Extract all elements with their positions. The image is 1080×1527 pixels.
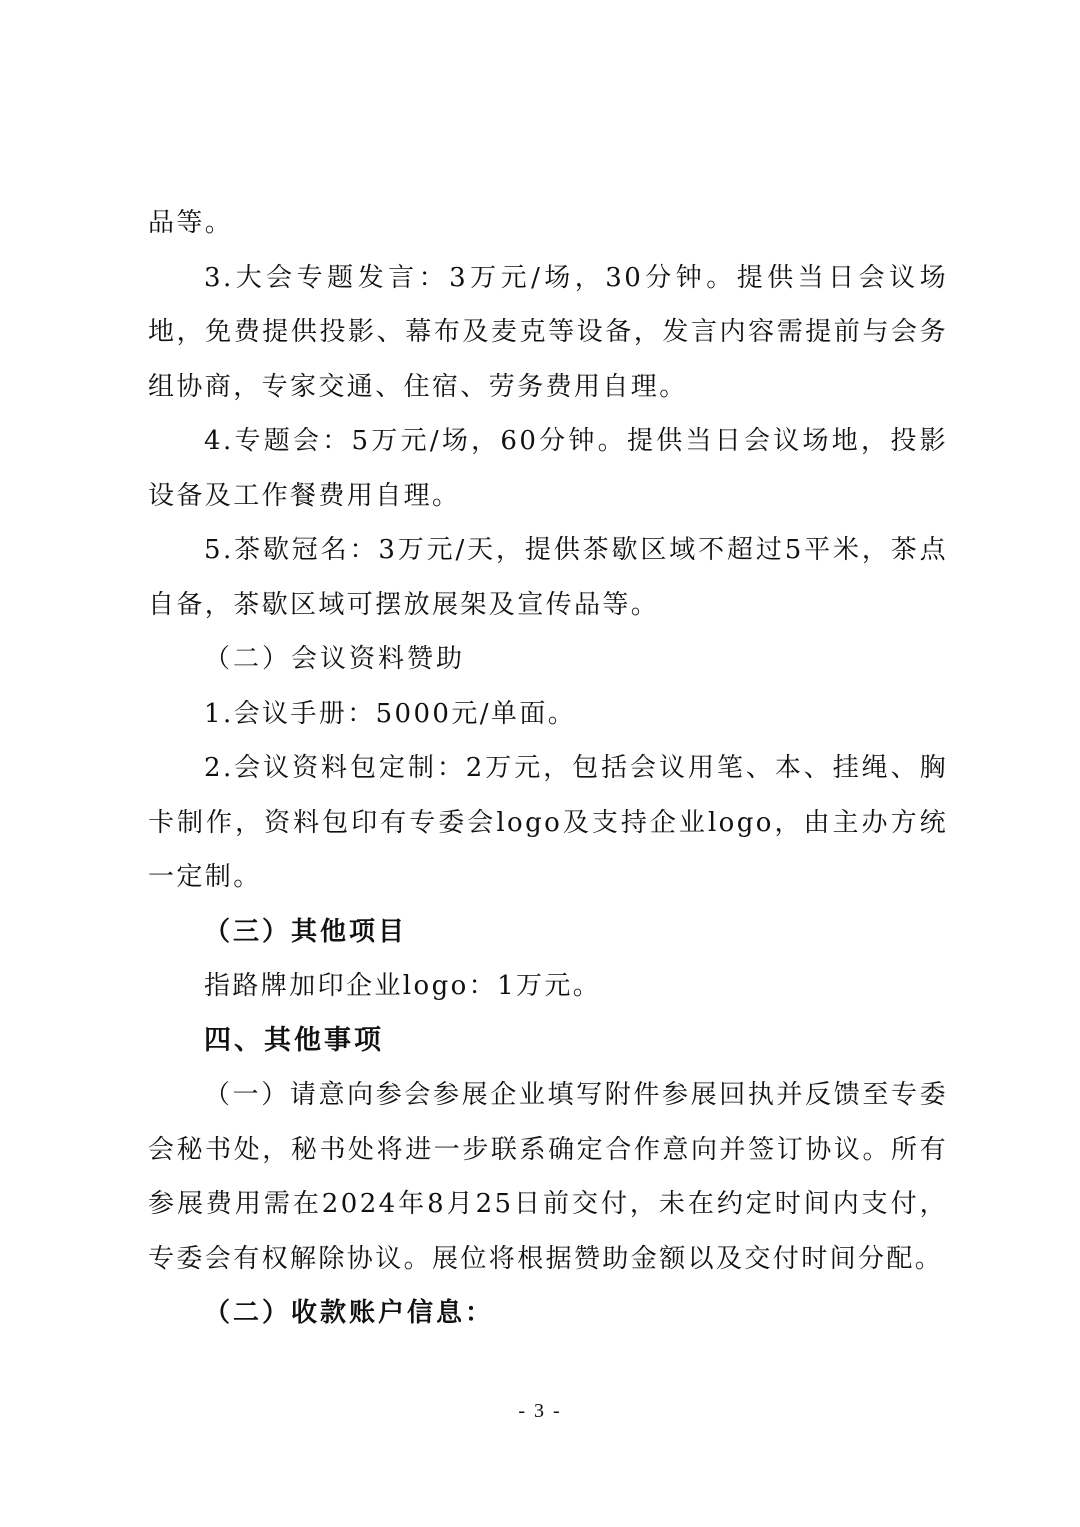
paragraph-handbook: 1.会议手册：5000元/单面。 bbox=[204, 698, 577, 729]
section-heading-other-matters: 四、其他事项 bbox=[204, 1024, 384, 1056]
paragraph-signage: 指路牌加印企业logo：1万元。 bbox=[204, 971, 602, 1001]
paragraph-materials-pack: 2.会议资料包定制：2万元，包括会议用笔、本、挂绳、胸卡制作，资料包印有专委会logo及支持企业logo，由主办方统一定制。 bbox=[148, 753, 948, 892]
page-number: - 3 - bbox=[518, 1400, 562, 1422]
subheading-other-items: （三）其他项目 bbox=[204, 916, 408, 947]
paragraph-registration: （一）请意向参会参展企业填写附件参展回执并反馈至专委会秘书处，秘书处将进一步联系确定合作意向并签订协议。所有参展费用需在2024年8月25日前交付，未在约定时间内支付，专委会有权解除协议。展位将根据赞助金额以及交付时间分配。 bbox=[148, 1080, 948, 1274]
subheading-account-info: （二）收款账户信息： bbox=[204, 1298, 495, 1328]
paragraph-tea-break: 5.茶歇冠名：3万元/天，提供茶歇区域不超过5平米，茶点自备，茶歇区域可摆放展架及宣传品等。 bbox=[148, 535, 948, 620]
paragraph-topic-session: 4.专题会：5万元/场，60分钟。提供当日会议场地，投影设备及工作餐费用自理。 bbox=[148, 426, 948, 511]
paragraph-keynote-speech: 3.大会专题发言：3万元/场，30分钟。提供当日会议场地，免费提供投影、幕布及麦克等设备，发言内容需提前与会务组协商，专家交通、住宿、劳务费用自理。 bbox=[148, 262, 948, 402]
subheading-materials: （二）会议资料赞助 bbox=[204, 644, 466, 674]
paragraph-continuation: 品等。 bbox=[148, 208, 234, 238]
document-body bbox=[148, 196, 948, 1341]
